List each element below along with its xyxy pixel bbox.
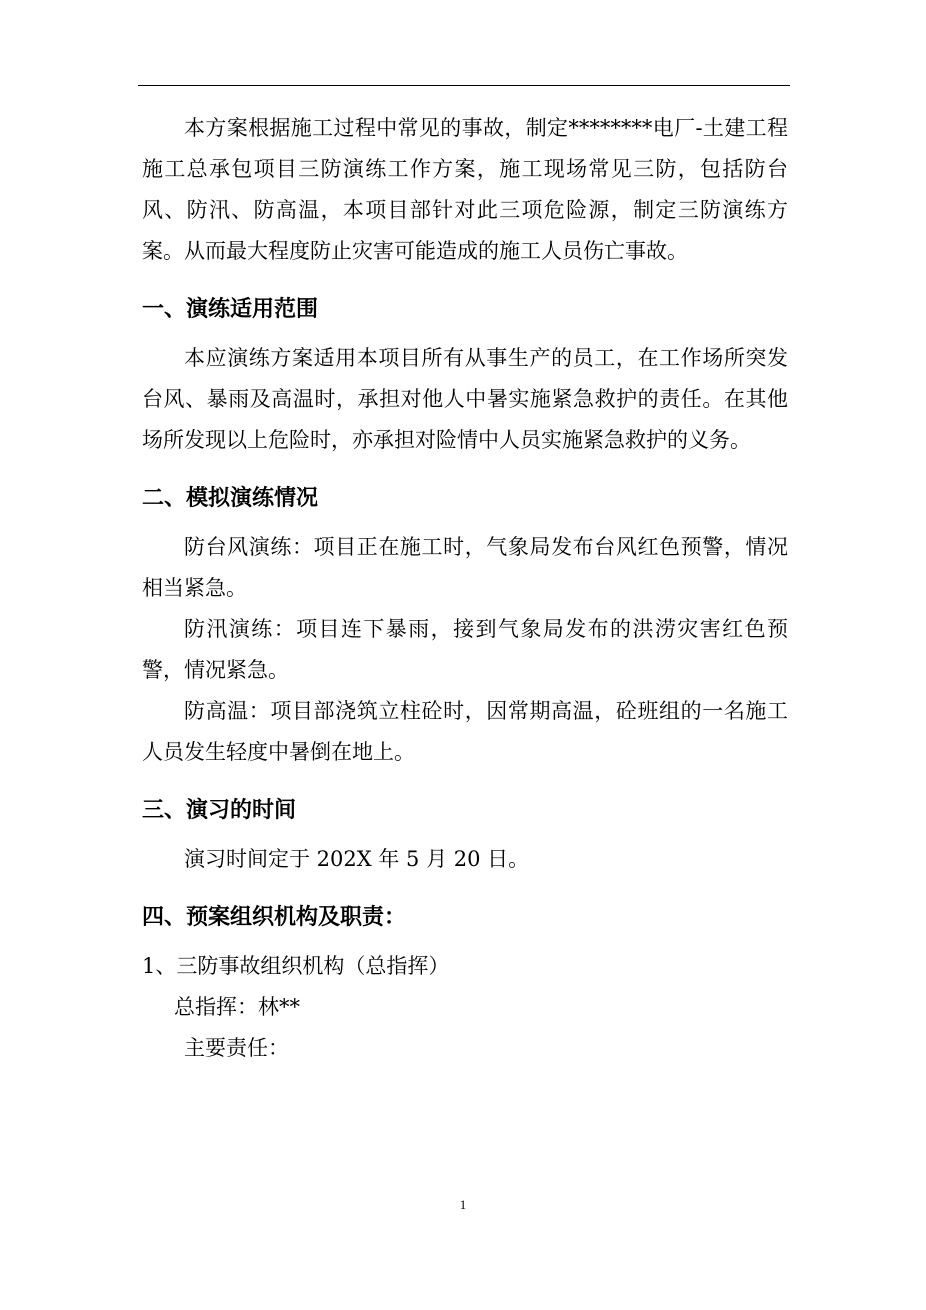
- document-body: [142, 108, 788, 1069]
- section-4-heading: 四、预案组织机构及职责：: [142, 905, 407, 930]
- section-1-heading: 一、演练适用范围: [142, 297, 319, 322]
- typhoon-drill-paragraph: 防台风演练：项目正在施工时，气象局发布台风红色预警，情况相当紧急。: [142, 535, 788, 600]
- section-3-heading: 三、演习的时间: [142, 798, 297, 823]
- commander-line: 总指挥：林**: [174, 995, 300, 1019]
- drill-date-paragraph: 演习时间定于 202X 年 5 月 20 日。: [184, 847, 530, 871]
- header-rule: [138, 85, 790, 86]
- org-structure-item: 1、三防事故组织机构（总指挥）: [142, 954, 450, 978]
- section-2-heading: 二、模拟演练情况: [142, 486, 319, 511]
- page-number: 1: [459, 1197, 467, 1212]
- main-duties-line: 主要责任：: [184, 1036, 289, 1060]
- intro-paragraph: 本方案根据施工过程中常见的事故，制定********电厂-土建工程施工总承包项目三防演练工作方案，施工现场常见三防，包括防台风、防汛、防高温，本项目部针对此三项危险源，制定三防演练方案。从而最大程度防止灾害可能造成的施工人员伤亡事故。: [142, 116, 788, 263]
- flood-drill-paragraph: 防汛演练：项目连下暴雨，接到气象局发布的洪涝灾害红色预警，情况紧急。: [142, 617, 788, 682]
- heat-drill-paragraph: 防高温：项目部浇筑立柱砼时，因常期高温，砼班组的一名施工人员发生轻度中暑倒在地上。: [142, 699, 788, 764]
- section-1-body: 本应演练方案适用本项目所有从事生产的员工，在工作场所突发台风、暴雨及高温时，承担对他人中暑实施紧急救护的责任。在其他场所发现以上危险时，亦承担对险情中人员实施紧急救护的义务。: [142, 346, 788, 452]
